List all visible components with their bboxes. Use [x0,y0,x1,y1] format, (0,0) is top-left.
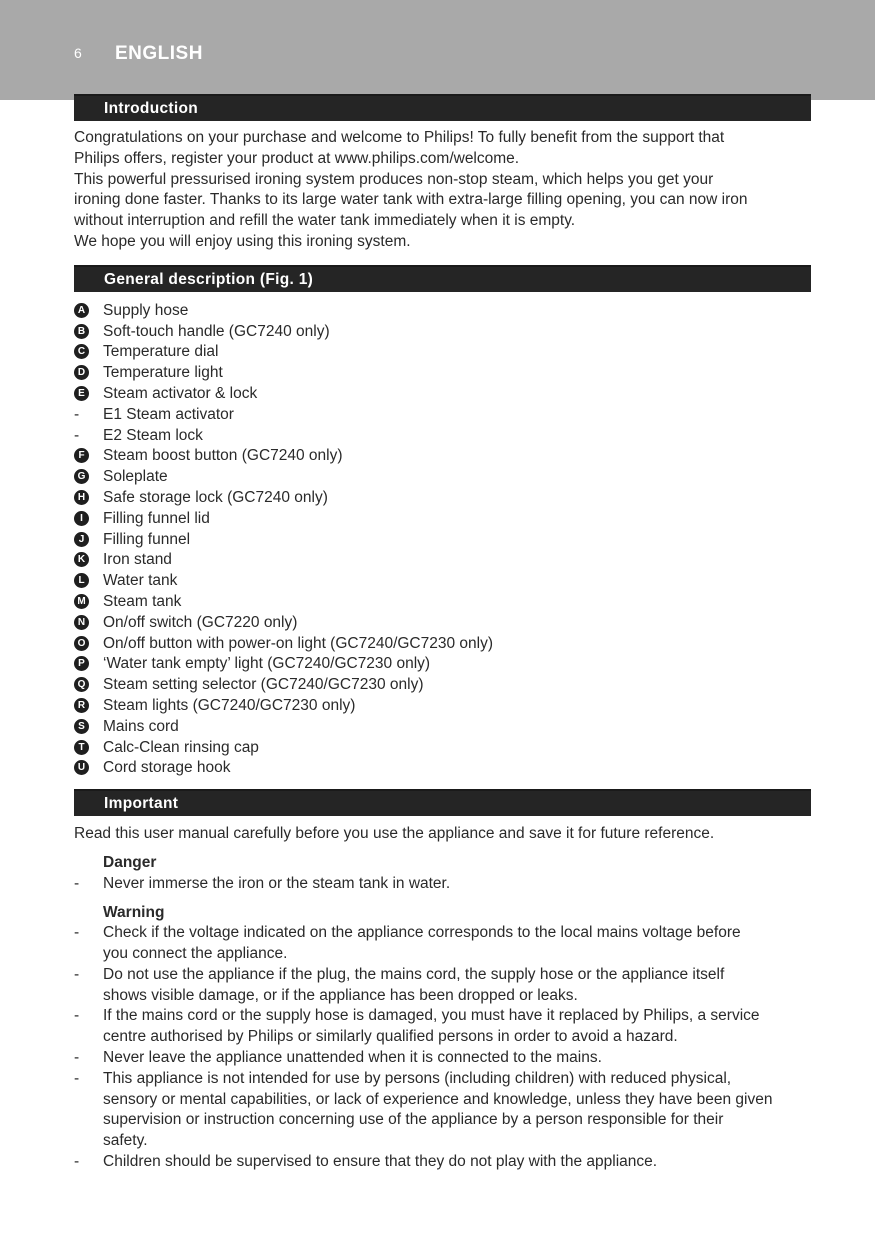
bullet-item [74,965,811,1007]
introduction-body [74,128,811,253]
list-item [74,426,811,447]
bullet-line: supervision or instruction concerning use of the appliance by a person responsible for their [103,1111,724,1129]
list-item-label: Soleplate [103,468,168,486]
bullet-line: centre authorised by Philips or similarly qualified persons in order to avoid a hazard. [103,1028,678,1046]
list-item-label: Calc-Clean rinsing cap [103,738,259,756]
letter-marker: M [74,594,89,609]
dash-marker: - [74,924,80,942]
dash-marker: - [74,1007,80,1025]
list-item-label: On/off button with power-on light (GC7240/GC7230 only) [103,634,494,652]
letter-marker: L [74,573,89,588]
letter-marker: I [74,511,89,526]
letter-marker: J [74,532,89,547]
letter-marker: F [74,448,89,463]
bullet-line: If the mains cord or the supply hose is damaged, you must have it replaced by Philips, a service [103,1007,760,1025]
bullet-item [74,874,811,895]
list-item-label: Temperature dial [103,343,219,361]
dash-marker: - [74,965,80,983]
list-item [74,384,811,405]
list-item-label: ‘Water tank empty’ light (GC7240/GC7230 only) [103,655,431,673]
intro-line: Philips offers, register your product at www.philips.com/welcome. [74,149,520,167]
list-item [74,613,811,634]
bullet-line: Check if the voltage indicated on the appliance corresponds to the local mains voltage before [103,924,741,942]
letter-marker: K [74,552,89,567]
warning-heading: Warning [103,903,165,921]
section-header-general-description: General description (Fig. 1) [74,265,811,292]
list-item-label: Steam setting selector (GC7240/GC7230 only) [103,676,424,694]
bullet-line: sensory or mental capabilities, or lack of experience and knowledge, unless they have been given [103,1090,773,1108]
list-item [74,488,811,509]
list-item-label: E1 Steam activator [103,405,234,423]
list-item [74,446,811,467]
list-item [74,571,811,592]
list-item [74,696,811,717]
list-item-label: Safe storage lock (GC7240 only) [103,488,328,506]
bullet-line: you connect the appliance. [103,945,288,963]
intro-line: This powerful pressurised ironing system produces non-stop steam, which helps you get your [74,170,714,188]
list-item [74,738,811,759]
list-item-label: E2 Steam lock [103,426,203,444]
danger-list [74,874,811,895]
list-item-label: Soft-touch handle (GC7240 only) [103,322,330,340]
letter-marker: S [74,719,89,734]
dash-marker: - [74,1069,80,1087]
bullet-line: Children should be supervised to ensure that they do not play with the appliance. [103,1153,658,1171]
intro-line: Congratulations on your purchase and welcome to Philips! To fully benefit from the support that [74,129,725,146]
bullet-line: Never immerse the iron or the steam tank in water. [103,874,451,892]
letter-marker: B [74,324,89,339]
letter-marker: U [74,760,89,775]
dash-marker: - [74,426,80,444]
list-item [74,550,811,571]
list-item [74,467,811,488]
dash-marker: - [74,874,80,892]
list-item [74,405,811,426]
list-item-label: Cord storage hook [103,759,231,777]
bullet-item [74,1006,811,1048]
list-item-label: Iron stand [103,551,172,569]
section-header-important: Important [74,789,811,816]
list-item-label: Steam boost button (GC7240 only) [103,447,343,465]
list-item-label: Steam activator & lock [103,384,258,402]
list-item [74,675,811,696]
intro-line: ironing done faster. Thanks to its large water tank with extra-large filling opening, you can now iron [74,191,748,209]
list-item-label: Steam lights (GC7240/GC7230 only) [103,696,356,714]
list-item-label: Temperature light [103,364,223,382]
letter-marker: Q [74,677,89,692]
list-item [74,363,811,384]
letter-marker: G [74,469,89,484]
dash-marker: - [74,1049,80,1067]
page-number: 6 [74,45,82,61]
list-item-label: Water tank [103,572,178,590]
section-header-introduction: Introduction [74,94,811,121]
bullet-line: safety. [103,1132,148,1150]
letter-marker: H [74,490,89,505]
letter-marker: D [74,365,89,380]
dash-marker: - [74,405,80,423]
list-item-label: Supply hose [103,301,189,319]
intro-line: We hope you will enjoy using this ironing system. [74,232,411,250]
language-title: ENGLISH [115,43,203,64]
bullet-line: Never leave the appliance unattended when it is connected to the mains. [103,1049,602,1067]
letter-marker: T [74,740,89,755]
list-item [74,758,811,779]
danger-heading: Danger [103,853,157,871]
list-item [74,634,811,655]
list-item-label: Filling funnel lid [103,509,210,527]
intro-line: without interruption and refill the water tank immediately when it is empty. [74,212,576,230]
letter-marker: R [74,698,89,713]
list-item [74,342,811,363]
list-item-label: Steam tank [103,592,182,610]
letter-marker: P [74,656,89,671]
list-item [74,322,811,343]
list-item [74,301,811,322]
list-item [74,509,811,530]
list-item-label: On/off switch (GC7220 only) [103,613,298,631]
list-item-label: Filling funnel [103,530,191,548]
bullet-item [74,1048,811,1069]
list-item [74,717,811,738]
letter-marker: A [74,303,89,318]
list-item-label: Mains cord [103,717,179,735]
warning-list [74,923,811,1173]
letter-marker: O [74,636,89,651]
page-content [74,94,811,1173]
letter-marker: N [74,615,89,630]
dash-marker: - [74,1153,80,1171]
letter-marker: E [74,386,89,401]
bullet-line: Do not use the appliance if the plug, the mains cord, the supply hose or the appliance itself [103,965,725,983]
bullet-item [74,1069,811,1152]
parts-list [74,301,811,779]
list-item [74,654,811,675]
letter-marker: C [74,344,89,359]
list-item [74,530,811,551]
important-intro: Read this user manual carefully before you use the appliance and save it for future reference. [74,825,715,843]
bullet-line: This appliance is not intended for use by persons (including children) with reduced physical, [103,1069,732,1087]
bullet-item [74,923,811,965]
list-item [74,592,811,613]
bullet-line: shows visible damage, or if the appliance has been dropped or leaks. [103,986,578,1004]
bullet-item [74,1152,811,1173]
